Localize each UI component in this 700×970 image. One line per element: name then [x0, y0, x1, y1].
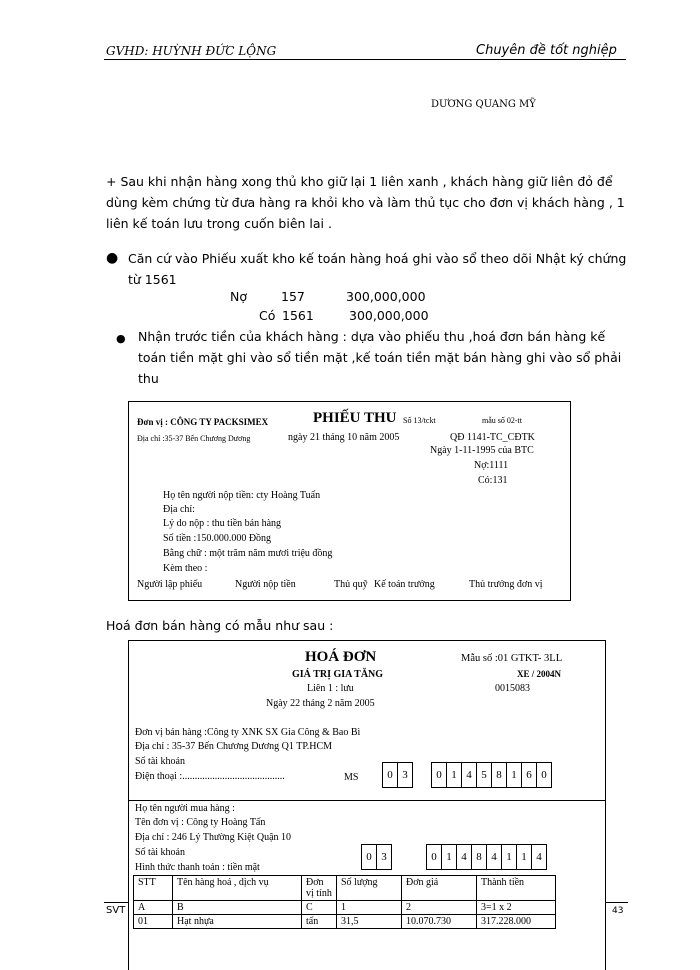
receipt-number: Số 13/tckt [403, 416, 436, 425]
tax-digit: 6 [522, 763, 537, 787]
debit-label: Nợ [230, 289, 247, 304]
invoice-divider [129, 800, 605, 801]
paragraph-delivery: + Sau khi nhận hàng xong thủ kho giữ lại 1 liên xanh , khách hàng giữ liên đỏ để dùng kèm chứng từ đưa hàng ra khỏi kho và làm thủ tục cho đơn vị khách hàng , 1 liên kế toán lưu trong cuốn biên lai . [106, 174, 625, 231]
column-header: Thành tiền [477, 876, 556, 901]
column-header: Số lượng [337, 876, 402, 901]
tax-digit: 1 [507, 763, 522, 787]
seller-tax-code [431, 762, 552, 788]
table-cell: Hạt nhựa [173, 915, 302, 929]
tax-digit: 4 [536, 851, 542, 863]
buyer-account: Số tài khoản [135, 847, 185, 858]
receipt-form-no: mẫu số 02-tt [482, 416, 522, 425]
author-name: DƯƠNG QUANG MỸ [431, 99, 536, 110]
receipt-decision: QĐ 1141-TC_CĐTK [450, 432, 535, 443]
receipt-unit: Đơn vị : CÔNG TY PACKSIMEX [137, 417, 269, 427]
receipt-amount-words: Bằng chữ : một trăm năm mươi triệu đồng [163, 548, 333, 559]
table-cell: 31,5 [337, 915, 402, 929]
invoice-intro: Hoá đơn bán hàng có mẫu như sau : [106, 618, 334, 633]
instructor-header: GVHD: HUỲNH ĐỨC LỘNG [106, 44, 277, 58]
invoice-serial: 0015083 [495, 683, 530, 694]
page-number: 43 [612, 906, 624, 916]
bullet-stock-issue [106, 248, 626, 290]
seller-phone: Điện thoại :......................................... [135, 771, 285, 782]
invoice-subtitle: GIÁ TRỊ GIA TĂNG [292, 669, 384, 680]
table-row [134, 915, 556, 929]
table-cell: C [302, 901, 337, 915]
vat-invoice [128, 640, 606, 970]
buyer-address: Địa chỉ : 246 Lý Thường Kiệt Quận 10 [135, 832, 292, 843]
buyer-tax-code [426, 844, 547, 870]
receipt-payer: Họ tên người nộp tiền: cty Hoàng Tuấn [163, 490, 321, 501]
tax-digit: 3 [381, 851, 387, 863]
column-header: Đơn vị tính [302, 876, 337, 901]
table-cell: 317.228.000 [477, 915, 556, 929]
tax-digit: 0 [432, 763, 447, 787]
tax-digit: 0 [427, 845, 442, 869]
buyer-unit: Tên đơn vị : Công ty Hoàng Tấn [135, 817, 266, 828]
signature-director: Thủ trưởng đơn vị [469, 579, 543, 590]
invoice-copy: Liên 1 : lưu [307, 683, 354, 694]
signature-payer: Người nộp tiền [235, 579, 296, 590]
seller-address: Địa chỉ : 35-37 Bến Chương Dương Q1 TP.HCM [135, 741, 333, 752]
invoice-items-table [133, 875, 556, 929]
bullet-dot: ● [116, 332, 126, 345]
tax-digit: 1 [442, 845, 457, 869]
table-cell: A [134, 901, 173, 915]
invoice-date: Ngày 22 tháng 2 năm 2005 [266, 698, 375, 709]
tax-digit: 0 [541, 769, 547, 781]
seller-account: Số tài khoản [135, 756, 185, 767]
column-header: Tên hàng hoá , dịch vụ [173, 876, 302, 901]
buyer-name: Họ tên người mua hàng : [135, 803, 235, 814]
credit-account: 1561 [282, 308, 314, 323]
tax-digit: 8 [472, 845, 487, 869]
footer-rule-left [104, 902, 128, 903]
bullet-dot: ● [106, 250, 119, 266]
tax-digit: 8 [492, 763, 507, 787]
tax-digit: 3 [402, 769, 408, 781]
tax-digit: 1 [517, 845, 532, 869]
footer-rule-right [606, 902, 628, 903]
signature-preparer: Người lập phiếu [137, 579, 203, 590]
table-row [134, 901, 556, 915]
column-header: Đơn giá [402, 876, 477, 901]
receipt-attached: Kèm theo : [163, 563, 208, 574]
invoice-series: XE / 2004N [517, 669, 562, 679]
invoice-title: HOÁ ĐƠN [305, 649, 377, 665]
tax-digit: 1 [447, 763, 462, 787]
table-cell: tấn [302, 915, 337, 929]
invoice-form-no: Mẫu số :01 GTKT- 3LL [461, 653, 563, 664]
receipt-credit: Có:131 [478, 475, 508, 486]
credit-amount: 300,000,000 [349, 308, 429, 323]
receipt-payer-address: Địa chỉ: [163, 504, 195, 515]
footer-left: SVT [106, 905, 126, 916]
table-header-row [134, 876, 556, 901]
receipt-form [128, 401, 571, 601]
debit-account: 157 [281, 289, 305, 304]
tax-digit: 0 [383, 763, 398, 787]
bullet-advance-payment [116, 326, 626, 390]
tax-digit: 1 [502, 845, 517, 869]
receipt-date: ngày 21 tháng 10 năm 2005 [288, 432, 400, 443]
tax-digit: 4 [462, 763, 477, 787]
tax-digit: 4 [487, 845, 502, 869]
ms-label: MS [344, 772, 359, 783]
credit-label: Có [259, 308, 276, 323]
tax-digit: 5 [477, 763, 492, 787]
table-cell: 2 [402, 901, 477, 915]
receipt-debit: Nợ:1111 [474, 460, 509, 471]
signature-chief-accountant: Kế toán trưởng [374, 579, 435, 590]
table-cell: 3=1 x 2 [477, 901, 556, 915]
debit-amount: 300,000,000 [346, 289, 426, 304]
receipt-title: PHIẾU THU [313, 410, 397, 426]
receipt-decision-date: Ngày 1-11-1995 của BTC [430, 445, 534, 456]
receipt-reason: Lý do nộp : thu tiền bán hàng [163, 518, 282, 529]
table-cell: 01 [134, 915, 173, 929]
tax-digit: 4 [457, 845, 472, 869]
column-header: STT [134, 876, 173, 901]
table-cell: B [173, 901, 302, 915]
topic-header: Chuyên đề tốt nghiệp [476, 43, 617, 58]
signature-cashier: Thủ quỹ [334, 579, 368, 590]
buyer-tax-code-prefix [361, 844, 392, 870]
table-cell: 10.070.730 [402, 915, 477, 929]
receipt-amount: Số tiền :150.000.000 Đồng [163, 533, 272, 544]
seller-tax-code-prefix [382, 762, 413, 788]
receipt-address: Địa chỉ :35-37 Bến Chương Dương [137, 434, 251, 443]
header-rule [104, 59, 626, 60]
payment-method: Hình thức thanh toán : tiền mặt [135, 862, 260, 873]
table-cell: 1 [337, 901, 402, 915]
bullet-text: Nhận trước tiền của khách hàng : dựa vào phiếu thu ,hoá đơn bán hàng kế toán tiền mặt ghi vào sổ tiền mặt ,kế toán tiền mặt bán hàng ghi vào sổ phải thu [138, 329, 622, 386]
tax-digit: 0 [362, 845, 377, 869]
seller-name: Đơn vị bán hàng :Công ty XNK SX Gia Công & Bao Bì [135, 727, 361, 738]
bullet-text: Căn cứ vào Phiếu xuất kho kế toán hàng hoá ghi vào sổ theo dõi Nhật ký chứng từ 1561 [128, 251, 627, 287]
